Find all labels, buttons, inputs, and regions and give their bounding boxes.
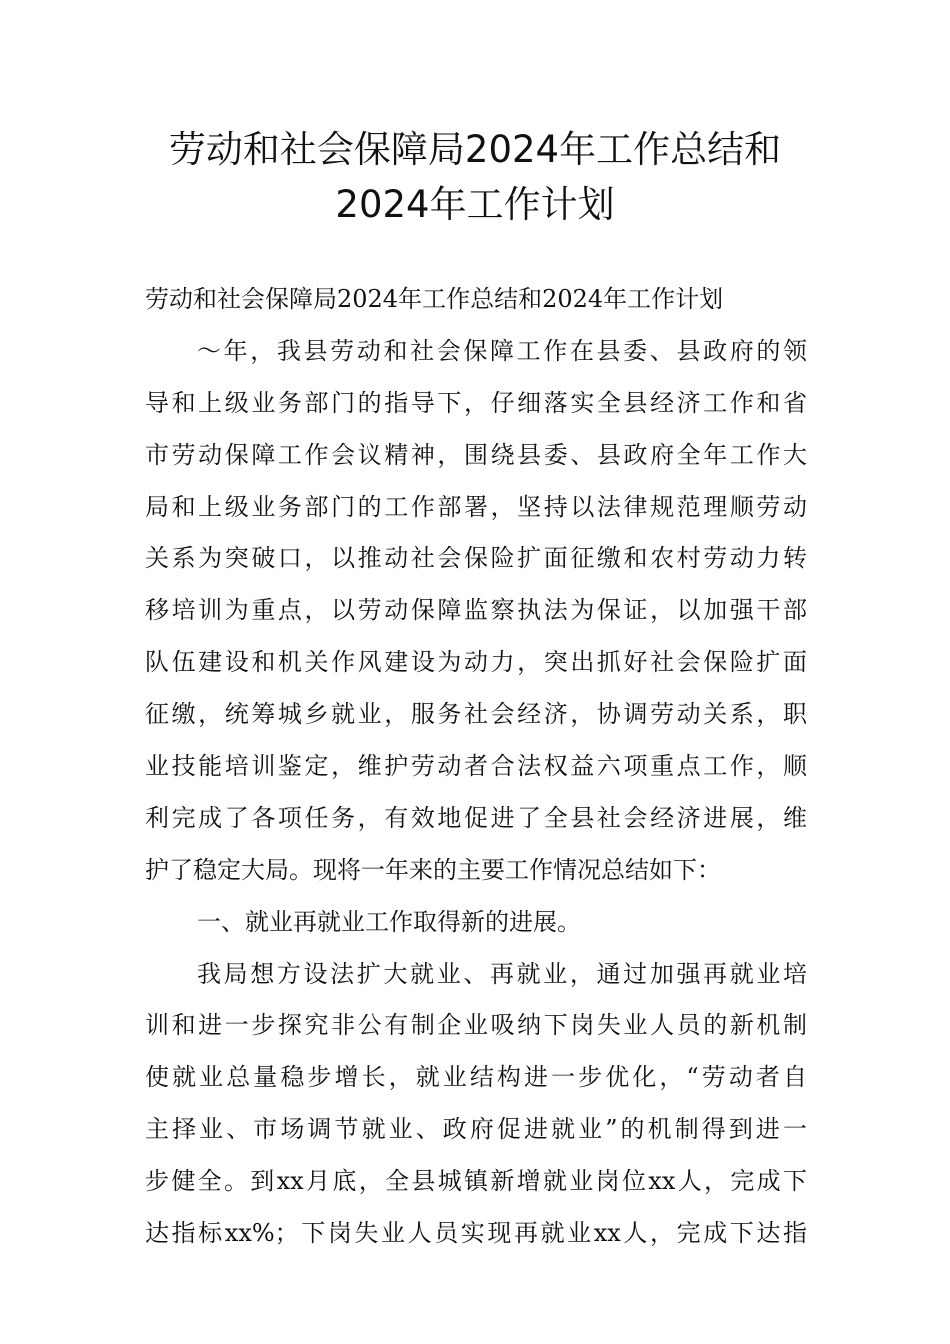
section-1-heading: 一、就业再就业工作取得新的进展。: [197, 907, 581, 936]
paragraph-1-line: 护了稳定大局。现将一年来的主要工作情况总结如下：: [145, 855, 721, 884]
paragraph-1-line: 移培训为重点，以劳动保障监察执法为保证，以加强干部: [145, 596, 807, 625]
paragraph-1-line: 市劳动保障工作会议精神，围绕县委、县政府全年工作大: [145, 440, 807, 469]
paragraph-1-line: 导和上级业务部门的指导下，仔细落实全县经济工作和省: [145, 388, 807, 417]
paragraph-1-line: 利完成了各项任务，有效地促进了全县社会经济进展，维: [145, 803, 807, 832]
paragraph-1-line: ～年，我县劳动和社会保障工作在县委、县政府的领: [197, 336, 807, 365]
subtitle-line: 劳动和社会保障局2024年工作总结和2024年工作计划: [145, 285, 724, 313]
paragraph-2-line: 训和进一步探究非公有制企业吸纳下岗失业人员的新机制: [145, 1011, 807, 1040]
paragraph-2-line: 使就业总量稳步增长，就业结构进一步优化，“劳动者自: [145, 1063, 807, 1092]
paragraph-1-line: 征缴，统筹城乡就业，服务社会经济，协调劳动关系，职: [145, 700, 807, 729]
paragraph-1-line: 业技能培训鉴定，维护劳动者合法权益六项重点工作，顺: [145, 752, 807, 781]
paragraph-1-line: 局和上级业务部门的工作部署，坚持以法律规范理顺劳动: [145, 492, 807, 521]
title-line-1: 劳动和社会保障局2024年工作总结和: [168, 128, 782, 171]
document-title: [100, 122, 850, 232]
paragraph-1-line: 关系为突破口，以推动社会保险扩面征缴和农村劳动力转: [145, 544, 807, 573]
paragraph-1-line: 队伍建设和机关作风建设为动力，突出抓好社会保险扩面: [145, 648, 807, 677]
title-line-2: 2024年工作计划: [335, 183, 615, 226]
paragraph-2-line: 达指标xx%；下岗失业人员实现再就业xx人，完成下达指: [145, 1219, 807, 1248]
paragraph-2-line: 我局想方设法扩大就业、再就业，通过加强再就业培: [197, 959, 807, 988]
paragraph-2-line: 步健全。到xx月底，全县城镇新增就业岗位xx人，完成下: [145, 1167, 807, 1196]
paragraph-2-line: 主择业、市场调节就业、政府促进就业”的机制得到进一: [145, 1115, 807, 1144]
document-body: [145, 274, 807, 1260]
